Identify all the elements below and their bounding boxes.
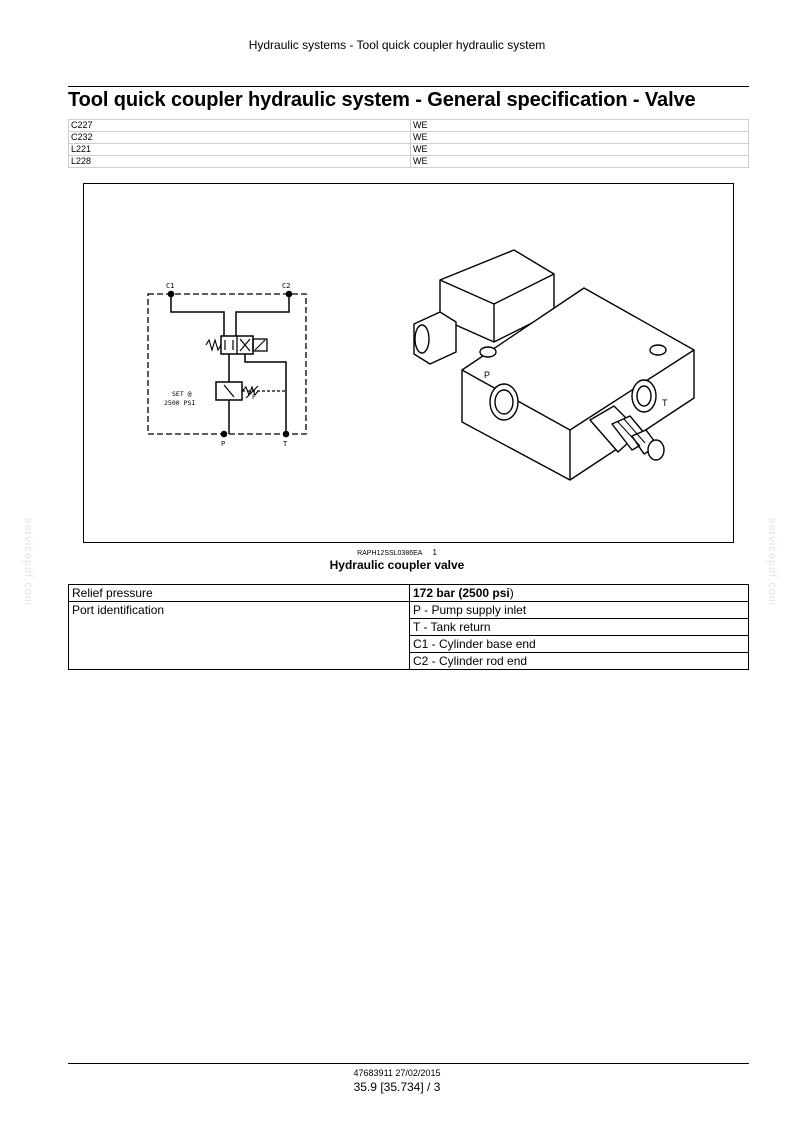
table-row (69, 120, 749, 132)
market-cell: WE (411, 132, 749, 144)
port-p-marker (221, 431, 227, 437)
header-rule (68, 86, 749, 87)
relief-value-tail: ) (509, 586, 514, 600)
figure-reference (0, 548, 794, 557)
label-p: P (221, 440, 226, 448)
hydraulic-schematic (148, 282, 306, 448)
label-c2: C2 (282, 282, 291, 290)
figure-caption: Hydraulic coupler valve (329, 558, 465, 572)
label-f: F (252, 394, 256, 401)
table-row (69, 156, 749, 168)
hydraulic-figure (84, 184, 733, 542)
spec-value-port: C1 - Cylinder base end (410, 636, 749, 653)
running-header: Hydraulic systems - Tool quick coupler hydraulic system (248, 38, 546, 52)
market-cell: WE (411, 156, 749, 168)
spec-value-port: P - Pump supply inlet (410, 602, 749, 619)
spec-value-port: C2 - Cylinder rod end (410, 653, 749, 670)
relief-value-bold: 172 bar (2500 psi (413, 586, 510, 600)
spec-label-relief: Relief pressure (69, 585, 410, 602)
model-cell: L228 (69, 156, 411, 168)
spring-symbol (206, 340, 221, 350)
label-set: SET @ (172, 390, 192, 398)
footer-page-number: 35.9 [35.734] / 3 (353, 1080, 441, 1094)
specification-table (68, 584, 749, 670)
market-cell: WE (411, 144, 749, 156)
label-t: T (283, 440, 288, 448)
footer-doc-number: 47683911 27/02/2015 (353, 1068, 441, 1078)
table-row (69, 602, 749, 619)
valve-label-t: T (662, 398, 668, 408)
model-cell: C232 (69, 132, 411, 144)
watermark-right: servicepdf.com (766, 518, 778, 606)
watermark-left: servicepdf.com (22, 518, 34, 606)
model-applicability-table (68, 119, 749, 168)
market-cell: WE (411, 120, 749, 132)
schematic-enclosure (148, 294, 306, 434)
table-row (69, 132, 749, 144)
spec-label-ports: Port identification (69, 602, 410, 670)
valve-label-p: P (484, 370, 491, 380)
table-row (69, 585, 749, 602)
label-c1: C1 (166, 282, 175, 290)
valve-block-illustration (414, 250, 694, 480)
model-cell: C227 (69, 120, 411, 132)
model-cell: L221 (69, 144, 411, 156)
page-title: Tool quick coupler hydraulic system - General specification - Valve (68, 89, 696, 111)
figure-reference-code: RAPH12SSL0386EA (357, 550, 423, 557)
spec-value-relief (410, 585, 749, 602)
spec-value-port: T - Tank return (410, 619, 749, 636)
footer-rule (68, 1063, 749, 1064)
label-set-pressure: 2500 PSI (164, 399, 196, 407)
table-row (69, 144, 749, 156)
figure-number: 1 (432, 548, 437, 557)
figure-box (83, 183, 734, 543)
